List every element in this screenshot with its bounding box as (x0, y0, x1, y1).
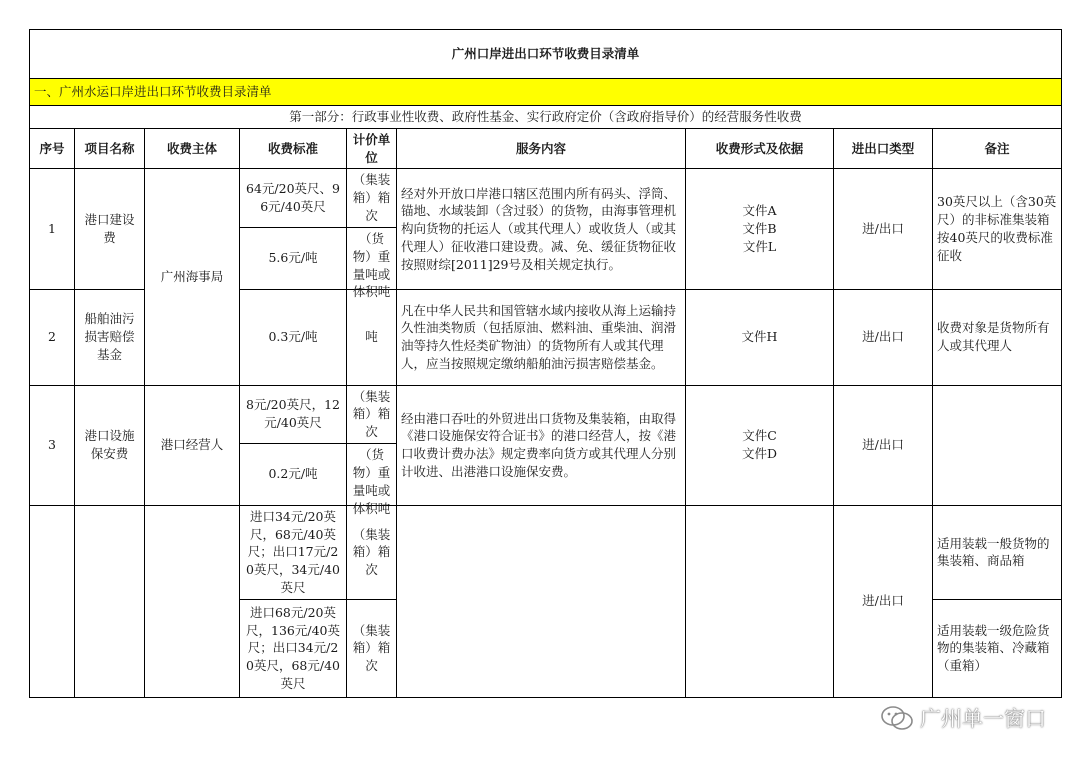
row-type: 进/出口 (834, 505, 933, 697)
header-service: 服务内容 (397, 128, 686, 169)
row-remark: 收费对象是货物所有人或其代理人 (933, 289, 1062, 385)
row-standard: 5.6元/吨 (240, 227, 347, 289)
row-unit: （集装箱）箱次 (347, 169, 397, 227)
row-remark: 适用装载一般货物的集装箱、商品箱 (933, 505, 1062, 599)
watermark-text: 广州单一窗口 (920, 707, 1046, 731)
row-unit: 吨 (347, 289, 397, 385)
row-subject (145, 505, 240, 697)
row-service: 经对外开放口岸港口辖区范围内所有码头、浮筒、锚地、水域装卸（含过驳）的货物，由海事管理机构向货物的托运人（或其代理人）或收货人（或其代理人）征收港口建设费。减、免、缓征货物征收按照财综[2011]29号及相关规定执行。 (397, 169, 686, 289)
row-basis: 文件H (686, 289, 834, 385)
part-heading: 第一部分：行政事业性收费、政府性基金、实行政府定价（含政府指导价）的经营服务性收费 (30, 106, 1062, 129)
table-header-row (30, 128, 1062, 169)
row-unit: （货物）重量吨或体积吨 (347, 227, 397, 289)
row-standard: 进口68元/20英尺，136元/40英尺；出口34元/20英尺，68元/40英尺 (240, 599, 347, 697)
row-service: 经由港口吞吐的外贸进出口货物及集装箱，由取得《港口设施保安符合证书》的港口经营人，按《港口收费计费办法》规定费率向货方或其代理人分别计收进、出港港口设施保安费。 (397, 385, 686, 505)
row-unit: （集装箱）箱次 (347, 599, 397, 697)
row-unit: （货物）重量吨或体积吨 (347, 443, 397, 505)
row-service (397, 505, 686, 697)
header-subject: 收费主体 (145, 128, 240, 169)
row-standard: 进口34元/20英尺，68元/40英尺；出口17元/20英尺，34元/40英尺 (240, 505, 347, 599)
table-row (30, 169, 1062, 227)
document-title: 广州口岸进出口环节收费目录清单 (30, 30, 1062, 79)
header-unit: 计价单位 (347, 128, 397, 169)
row-basis: 文件C 文件D (686, 385, 834, 505)
row-unit: （集装箱）箱次 (347, 385, 397, 443)
row-name: 船舶油污损害赔偿基金 (75, 289, 145, 385)
header-no: 序号 (30, 128, 75, 169)
header-basis: 收费形式及依据 (686, 128, 834, 169)
header-remark: 备注 (933, 128, 1062, 169)
row-standard: 0.2元/吨 (240, 443, 347, 505)
row-name (75, 505, 145, 697)
header-standard: 收费标准 (240, 128, 347, 169)
row-subject: 广州海事局 (145, 169, 240, 385)
row-no (30, 505, 75, 697)
row-remark: 30英尺以上（含30英尺）的非标准集装箱按40英尺的收费标准征收 (933, 169, 1062, 289)
row-no: 1 (30, 169, 75, 289)
row-remark: 适用装载一级危险货物的集装箱、冷藏箱（重箱） (933, 599, 1062, 697)
row-no: 2 (30, 289, 75, 385)
header-type: 进出口类型 (834, 128, 933, 169)
row-standard: 0.3元/吨 (240, 289, 347, 385)
row-basis: 文件A 文件B 文件L (686, 169, 834, 289)
row-unit: （集装箱）箱次 (347, 505, 397, 599)
table-row (30, 385, 1062, 443)
row-name: 港口设施保安费 (75, 385, 145, 505)
watermark (880, 703, 1046, 733)
row-type: 进/出口 (834, 169, 933, 289)
row-service: 凡在中华人民共和国管辖水域内接收从海上运输持久性油类物质（包括原油、燃料油、重柴油、润滑油等持久性烃类矿物油）的货物所有人或其代理人，应当按照规定缴纳船舶油污损害赔偿基金。 (397, 289, 686, 385)
row-basis (686, 505, 834, 697)
header-name: 项目名称 (75, 128, 145, 169)
row-name: 港口建设费 (75, 169, 145, 289)
section-heading: 一、广州水运口岸进出口环节收费目录清单 (30, 79, 1062, 106)
row-standard: 64元/20英尺、96元/40英尺 (240, 169, 347, 227)
row-type: 进/出口 (834, 385, 933, 505)
wechat-icon (880, 705, 914, 731)
row-type: 进/出口 (834, 289, 933, 385)
fee-catalog-table (29, 29, 1062, 698)
table-row (30, 505, 1062, 599)
row-standard: 8元/20英尺，12元/40英尺 (240, 385, 347, 443)
row-remark (933, 385, 1062, 505)
row-no: 3 (30, 385, 75, 505)
row-subject: 港口经营人 (145, 385, 240, 505)
